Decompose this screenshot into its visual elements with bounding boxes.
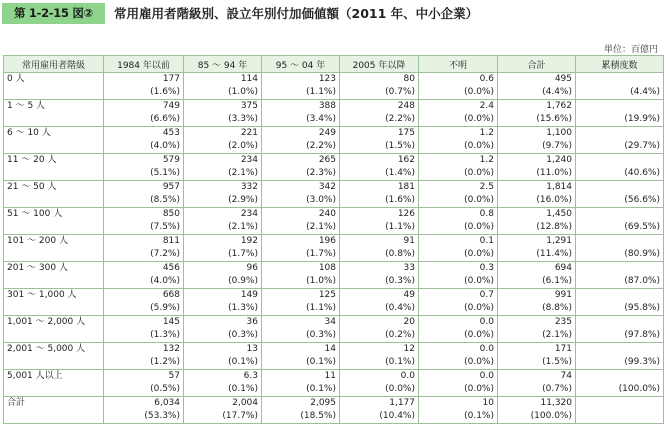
table-row: [4, 181, 664, 195]
value-cell: 57: [104, 370, 184, 384]
value-cell: 375: [184, 100, 262, 114]
value-cell: 234: [184, 208, 262, 222]
share-cell: (7.5%): [104, 221, 184, 235]
value-cell: 957: [104, 181, 184, 195]
value-cell: 342: [262, 181, 340, 195]
share-cell: (1.6%): [340, 194, 419, 208]
header-cell: 85 ～ 94 年: [184, 56, 262, 73]
value-cell: 36: [184, 316, 262, 330]
share-cell: (0.9%): [184, 275, 262, 289]
value-cell: 49: [340, 289, 419, 303]
cumulative-cell: (87.0%): [576, 262, 664, 289]
value-cell: 0.0: [419, 343, 498, 357]
value-cell: 175: [340, 127, 419, 141]
value-cell: 6.3: [184, 370, 262, 384]
value-cell: 145: [104, 316, 184, 330]
share-cell: (2.9%): [184, 194, 262, 208]
share-cell: (16.0%): [498, 194, 576, 208]
cumulative-cell: (56.6%): [576, 181, 664, 208]
share-cell: (3.3%): [184, 113, 262, 127]
value-cell: 332: [184, 181, 262, 195]
table-row: [4, 343, 664, 357]
share-cell: (0.0%): [419, 383, 498, 397]
share-cell: (6.6%): [104, 113, 184, 127]
value-cell: 240: [262, 208, 340, 222]
value-cell: 0.0: [419, 316, 498, 330]
value-cell: 196: [262, 235, 340, 249]
value-cell: 991: [498, 289, 576, 303]
value-cell: 453: [104, 127, 184, 141]
share-cell: (1.7%): [262, 248, 340, 262]
share-cell: (0.3%): [184, 329, 262, 343]
value-cell: 14: [262, 343, 340, 357]
row-label: 1 ～ 5 人: [4, 100, 104, 127]
share-cell: (0.0%): [419, 221, 498, 235]
cumulative-cell: (97.8%): [576, 316, 664, 343]
value-cell: 123: [262, 73, 340, 87]
share-cell: (0.1%): [340, 356, 419, 370]
share-cell: (18.5%): [262, 410, 340, 424]
value-cell: 0.3: [419, 262, 498, 276]
share-cell: (1.5%): [340, 140, 419, 154]
header-cell: 1984 年以前: [104, 56, 184, 73]
value-cell: 235: [498, 316, 576, 330]
share-cell: (0.0%): [419, 248, 498, 262]
table-row: [4, 154, 664, 168]
share-cell: (0.4%): [340, 302, 419, 316]
value-cell: 10: [419, 397, 498, 411]
share-cell: (1.6%): [104, 86, 184, 100]
table-row: [4, 235, 664, 249]
share-cell: (5.1%): [104, 167, 184, 181]
share-cell: (2.0%): [184, 140, 262, 154]
share-cell: (2.1%): [184, 221, 262, 235]
value-cell: 0.1: [419, 235, 498, 249]
value-cell: 249: [262, 127, 340, 141]
header-cell: 2005 年以降: [340, 56, 419, 73]
unit-note: 単位：百億円: [603, 45, 658, 55]
share-cell: (12.8%): [498, 221, 576, 235]
share-cell: (0.0%): [419, 302, 498, 316]
cumulative-cell: (29.7%): [576, 127, 664, 154]
value-cell: 125: [262, 289, 340, 303]
value-cell: 2,004: [184, 397, 262, 411]
row-label: 301 ～ 1,000 人: [4, 289, 104, 316]
share-cell: (100.0%): [498, 410, 576, 424]
share-cell: (0.3%): [340, 275, 419, 289]
value-cell: 13: [184, 343, 262, 357]
value-cell: 96: [184, 262, 262, 276]
share-cell: (0.1%): [262, 356, 340, 370]
share-cell: (0.1%): [184, 383, 262, 397]
value-cell: 495: [498, 73, 576, 87]
figure-label: 第 1-2-15 図②: [2, 3, 105, 24]
value-cell: 149: [184, 289, 262, 303]
share-cell: (4.0%): [104, 140, 184, 154]
value-cell: 749: [104, 100, 184, 114]
cumulative-cell: (99.3%): [576, 343, 664, 370]
share-cell: (0.3%): [262, 329, 340, 343]
value-cell: 1,762: [498, 100, 576, 114]
share-cell: (10.4%): [340, 410, 419, 424]
value-cell: 11,320: [498, 397, 576, 411]
value-cell: 0.7: [419, 289, 498, 303]
row-label: 1,001 ～ 2,000 人: [4, 316, 104, 343]
header-cell: 累積度数: [576, 56, 664, 73]
table-row: [4, 370, 664, 384]
value-cell: 162: [340, 154, 419, 168]
value-cell: 850: [104, 208, 184, 222]
share-cell: (0.1%): [184, 356, 262, 370]
value-cell: 2,095: [262, 397, 340, 411]
value-cell: 1,291: [498, 235, 576, 249]
cumulative-cell: (80.9%): [576, 235, 664, 262]
table-row: [4, 289, 664, 303]
share-cell: (1.0%): [262, 275, 340, 289]
share-cell: (0.7%): [498, 383, 576, 397]
cumulative-cell: (100.0%): [576, 370, 664, 397]
cumulative-cell: [576, 397, 664, 424]
share-cell: (1.2%): [104, 356, 184, 370]
table-row: [4, 262, 664, 276]
value-added-table: [3, 55, 664, 424]
header-cell: 不明: [419, 56, 498, 73]
row-label: 2,001 ～ 5,000 人: [4, 343, 104, 370]
value-cell: 579: [104, 154, 184, 168]
value-cell: 2.5: [419, 181, 498, 195]
share-cell: (0.7%): [340, 86, 419, 100]
value-cell: 33: [340, 262, 419, 276]
value-cell: 234: [184, 154, 262, 168]
share-cell: (1.4%): [340, 167, 419, 181]
share-cell: (6.1%): [498, 275, 576, 289]
value-cell: 91: [340, 235, 419, 249]
value-cell: 1.2: [419, 154, 498, 168]
cumulative-cell: (40.6%): [576, 154, 664, 181]
share-cell: (9.7%): [498, 140, 576, 154]
value-cell: 1,240: [498, 154, 576, 168]
figure-title: 常用雇用者階級別、設立年別付加価値額（2011 年、中小企業）: [114, 6, 479, 21]
value-cell: 221: [184, 127, 262, 141]
share-cell: (15.6%): [498, 113, 576, 127]
share-cell: (7.2%): [104, 248, 184, 262]
share-cell: (53.3%): [104, 410, 184, 424]
share-cell: (4.0%): [104, 275, 184, 289]
share-cell: (0.0%): [419, 275, 498, 289]
share-cell: (2.3%): [262, 167, 340, 181]
share-cell: (2.1%): [184, 167, 262, 181]
row-label: 21 ～ 50 人: [4, 181, 104, 208]
row-label: 6 ～ 10 人: [4, 127, 104, 154]
share-cell: (1.0%): [184, 86, 262, 100]
value-cell: 265: [262, 154, 340, 168]
cumulative-cell: (95.8%): [576, 289, 664, 316]
header-cell: 合計: [498, 56, 576, 73]
value-cell: 80: [340, 73, 419, 87]
value-cell: 388: [262, 100, 340, 114]
value-cell: 11: [262, 370, 340, 384]
value-cell: 811: [104, 235, 184, 249]
share-cell: (0.0%): [419, 329, 498, 343]
share-cell: (1.7%): [184, 248, 262, 262]
share-cell: (3.0%): [262, 194, 340, 208]
share-cell: (4.4%): [498, 86, 576, 100]
value-cell: 0.0: [340, 370, 419, 384]
header-cell: 95 ～ 04 年: [262, 56, 340, 73]
value-cell: 1,177: [340, 397, 419, 411]
share-cell: (0.0%): [419, 356, 498, 370]
share-cell: (1.1%): [340, 221, 419, 235]
value-cell: 192: [184, 235, 262, 249]
table-row: [4, 73, 664, 87]
table-row: [4, 127, 664, 141]
value-cell: 74: [498, 370, 576, 384]
value-cell: 177: [104, 73, 184, 87]
value-cell: 0.8: [419, 208, 498, 222]
row-label: 11 ～ 20 人: [4, 154, 104, 181]
table-body: [4, 73, 664, 424]
value-cell: 114: [184, 73, 262, 87]
share-cell: (0.1%): [262, 383, 340, 397]
table-row: [4, 316, 664, 330]
value-cell: 0.6: [419, 73, 498, 87]
cumulative-cell: (4.4%): [576, 73, 664, 100]
share-cell: (0.8%): [340, 248, 419, 262]
share-cell: (3.4%): [262, 113, 340, 127]
table-row: [4, 397, 664, 411]
header-row: [4, 56, 664, 73]
value-cell: 181: [340, 181, 419, 195]
value-cell: 34: [262, 316, 340, 330]
share-cell: (0.0%): [419, 140, 498, 154]
value-cell: 20: [340, 316, 419, 330]
share-cell: (8.8%): [498, 302, 576, 316]
value-cell: 12: [340, 343, 419, 357]
value-cell: 668: [104, 289, 184, 303]
share-cell: (1.5%): [498, 356, 576, 370]
row-label: 合計: [4, 397, 104, 424]
share-cell: (5.9%): [104, 302, 184, 316]
value-cell: 1,814: [498, 181, 576, 195]
share-cell: (0.5%): [104, 383, 184, 397]
share-cell: (11.0%): [498, 167, 576, 181]
row-label: 51 ～ 100 人: [4, 208, 104, 235]
share-cell: (2.1%): [262, 221, 340, 235]
value-cell: 2.4: [419, 100, 498, 114]
value-cell: 456: [104, 262, 184, 276]
value-cell: 126: [340, 208, 419, 222]
share-cell: (17.7%): [184, 410, 262, 424]
value-cell: 171: [498, 343, 576, 357]
share-cell: (11.4%): [498, 248, 576, 262]
share-cell: (1.1%): [262, 86, 340, 100]
row-label: 5,001 人以上: [4, 370, 104, 397]
value-cell: 6,034: [104, 397, 184, 411]
figure-header: [0, 0, 666, 28]
table-row: [4, 208, 664, 222]
cumulative-cell: (19.9%): [576, 100, 664, 127]
value-cell: 0.0: [419, 370, 498, 384]
share-cell: (2.2%): [340, 113, 419, 127]
share-cell: (2.2%): [262, 140, 340, 154]
share-cell: (2.1%): [498, 329, 576, 343]
header-cell: 常用雇用者階級: [4, 56, 104, 73]
value-cell: 108: [262, 262, 340, 276]
share-cell: (8.5%): [104, 194, 184, 208]
share-cell: (0.1%): [419, 410, 498, 424]
share-cell: (0.0%): [419, 167, 498, 181]
value-cell: 1.2: [419, 127, 498, 141]
table-row: [4, 100, 664, 114]
value-cell: 132: [104, 343, 184, 357]
cumulative-cell: (69.5%): [576, 208, 664, 235]
share-cell: (1.1%): [262, 302, 340, 316]
share-cell: (1.3%): [184, 302, 262, 316]
row-label: 101 ～ 200 人: [4, 235, 104, 262]
share-cell: (0.0%): [340, 383, 419, 397]
share-cell: (1.3%): [104, 329, 184, 343]
value-cell: 1,100: [498, 127, 576, 141]
share-cell: (0.0%): [419, 194, 498, 208]
share-cell: (0.0%): [419, 113, 498, 127]
value-cell: 1,450: [498, 208, 576, 222]
share-cell: (0.2%): [340, 329, 419, 343]
row-label: 0 人: [4, 73, 104, 100]
value-cell: 694: [498, 262, 576, 276]
row-label: 201 ～ 300 人: [4, 262, 104, 289]
value-cell: 248: [340, 100, 419, 114]
share-cell: (0.0%): [419, 86, 498, 100]
